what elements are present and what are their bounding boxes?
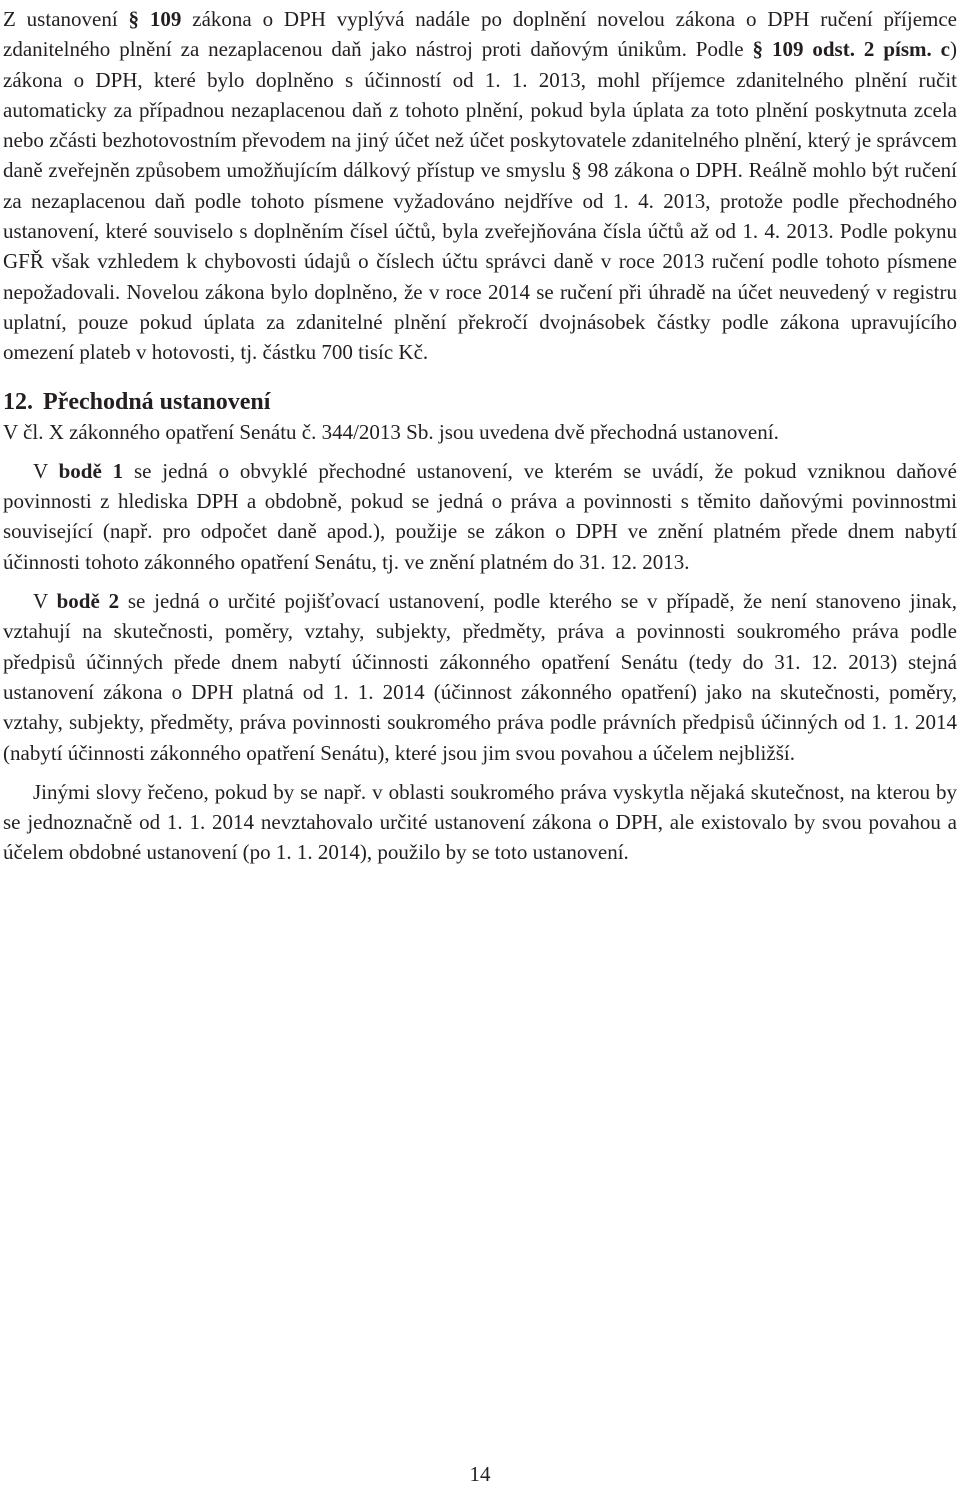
page-content [3,4,957,868]
text-run: V [33,589,57,614]
text-run: zákona o DPH vyplývá nadále po doplnění novelou zákona o DPH ručení příjemce zdanitelného plnění za nezaplacenou daň jako nástroj proti daňovým únikům. Podle [3,7,957,62]
paragraph-intro-transitional: V čl. X zákonného opatření Senátu č. 344/2013 Sb. jsou uvedena dvě přechodná ustanovení. [3,419,779,444]
bold-point-ref: bodě 2 [56,589,120,614]
bold-point-ref: bodě 1 [58,458,124,483]
paragraph-in-other-words: Jinými slovy řečeno, pokud by se např. v oblasti soukromého práva vyskytla nějaká skutečnost, na kterou by se jednoznačně od 1. 1. 2014 nevztahovalo určité ustanovení zákona o DPH, ale existovalo by svou povahou a účelem obdobné ustanovení (po 1. 1. 2014), použilo by se toto ustanovení. [3,779,957,865]
paragraph-vat-liability [3,4,957,368]
paragraph-point-1 [3,456,957,577]
page-number: 14 [469,1462,491,1486]
section-heading [3,387,957,417]
text-run: V [33,458,59,483]
section-number: 12. [3,388,33,415]
bold-section-ref: § 109 [128,7,182,31]
text-run: Z ustanovení [3,7,129,31]
section-title: Přechodná ustanovení [43,388,271,415]
paragraph-point-2 [3,586,957,768]
bold-section-ref: § 109 odst. 2 písm. c [752,37,950,62]
text-run: se jedná o obvyklé přechodné ustanovení, ve kterém se uvádí, že pokud vzniknou daňové povinnosti z hlediska DPH a obdobně, pokud se jedná o práva a povinnosti s těmito daňovými povinnostmi související (např. pro odpočet daně apod.), použije se zákon o DPH ve znění platném přede dnem nabytí účinnosti tohoto zákonného opatření Senátu, tj. ve znění platném do 31. 12. 2013. [3,458,957,574]
text-run: ) zákona o DPH, které bylo doplněno s účinností od 1. 1. 2013, mohl příjemce zdanitelného plnění ručit automaticky za případnou nezaplacenou daň z tohoto plnění, pokud byla úplata za toto plnění poskytnuta zcela nebo zčásti bezhotovostním převodem na jiný účet než účet poskytovatele zdanitelného plnění, který je správcem daně zveřejněn způsobem umožňujícím dálkový přístup ve smyslu § 98 zákona o DPH. Reálně mohlo být ručení za nezaplacenou daň podle tohoto písmene vyžadováno nejdříve od 1. 4. 2013, protože podle přechodného ustanovení, které souviselo s doplněním čísel účtů, byla zveřejňována čísla účtů až od 1. 4. 2013. Podle pokynu GFŘ však vzhledem k chybovosti údajů o číslech účtu správci daně v roce 2013 ručení podle tohoto písmene nepožadovali. Novelou zákona bylo doplněno, že v roce 2014 se ručení při úhradě na účet neuvedený v registru uplatní, pouze pokud úplata za zdanitelné plnění překročí dvojnásobek částky podle zákona upravujícího omezení plateb v hotovosti, tj. částku 700 tisíc Kč. [3,37,957,365]
text-run: se jedná o určité pojišťovací ustanovení, podle kterého se v případě, že není stanoveno jinak, vztahují na skutečnosti, poměry, vztahy, subjekty, předměty, práva a povinnosti soukromého práva podle předpisů účinných přede dnem nabytí účinnosti zákonného opatření Senátu (tedy do 31. 12. 2013) stejná ustanovení zákona o DPH platná od 1. 1. 2014 (účinnost zákonného opatření) jako na skutečnosti, poměry, vztahy, subjekty, předměty, práva povinnosti soukromého práva podle právních předpisů účinných od 1. 1. 2014 (nabytí účinnosti zákonného opatření Senátu), které jsou jim svou povahou a účelem nejbližší. [3,589,957,765]
